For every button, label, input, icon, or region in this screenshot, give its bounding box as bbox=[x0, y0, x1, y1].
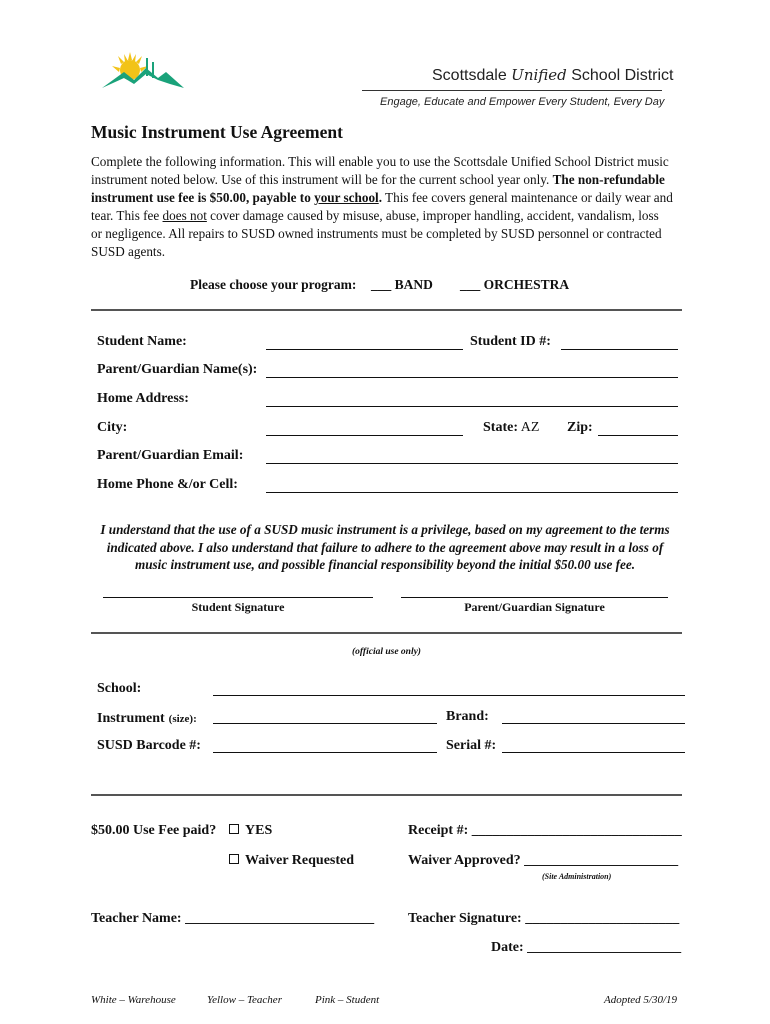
date-field[interactable]: Date: ______________________ bbox=[491, 940, 682, 955]
yes-checkbox[interactable] bbox=[229, 824, 239, 834]
header-rule bbox=[362, 90, 662, 91]
divider-2 bbox=[91, 632, 682, 634]
school-label: School: bbox=[97, 681, 142, 696]
serial-label: Serial #: bbox=[446, 738, 497, 753]
student-signature-label: Student Signature bbox=[191, 600, 285, 614]
zip-field[interactable] bbox=[598, 435, 678, 436]
student-id-label: Student ID #: bbox=[470, 334, 551, 349]
sun-mountain-logo-icon bbox=[100, 44, 190, 94]
parent-signature-label: Parent/Guardian Signature bbox=[464, 600, 605, 614]
student-id-field[interactable] bbox=[561, 349, 678, 350]
student-name-field[interactable] bbox=[266, 349, 463, 350]
home-address-field[interactable] bbox=[266, 406, 678, 407]
student-name-label: Student Name: bbox=[97, 334, 187, 349]
instrument-field[interactable] bbox=[213, 723, 437, 724]
state-group bbox=[483, 420, 539, 436]
instrument-label: Instrument (size): bbox=[97, 711, 197, 726]
footer-adopted-date: Adopted 5/30/19 bbox=[604, 994, 678, 1006]
tagline: Engage, Educate and Empower Every Student, Every Day bbox=[380, 96, 665, 108]
receipt-field[interactable]: Receipt #: ______________________________ bbox=[408, 823, 682, 838]
fee-paid-label: $50.00 Use Fee paid? bbox=[91, 823, 217, 838]
parent-name-field[interactable] bbox=[266, 377, 678, 378]
serial-field[interactable] bbox=[502, 752, 685, 753]
program-option-orchestra[interactable]: ___ ORCHESTRA bbox=[460, 277, 570, 292]
home-phone-field[interactable] bbox=[266, 492, 678, 493]
waiver-requested-option[interactable]: Waiver Requested bbox=[229, 853, 354, 869]
teacher-name-field[interactable]: Teacher Name: ___________________________ bbox=[91, 911, 375, 926]
parent-name-label: Parent/Guardian Name(s): bbox=[97, 362, 258, 377]
city-label: City: bbox=[97, 420, 128, 435]
zip-label: Zip: bbox=[567, 420, 593, 435]
brand-label: Brand: bbox=[446, 709, 489, 724]
brand-field[interactable] bbox=[502, 723, 685, 724]
waiver-checkbox[interactable] bbox=[229, 854, 239, 864]
page-title: Music Instrument Use Agreement bbox=[91, 122, 343, 142]
state-value: AZ bbox=[520, 420, 540, 435]
agreement-statement: I understand that the use of a SUSD music instrument is a privilege, based on my agreement to the terms indicated above. I also understand that failure to adhere to the agreement above may result in a loss of music instrument use, and possible financial responsibility beyond the initial $50.00 use fee. bbox=[100, 522, 670, 572]
student-signature-line[interactable] bbox=[103, 597, 373, 598]
footer-pink-copy: Pink – Student bbox=[315, 994, 380, 1006]
teacher-signature-field[interactable]: Teacher Signature: ______________________ bbox=[408, 911, 680, 926]
footer-yellow-copy: Yellow – Teacher bbox=[207, 994, 282, 1006]
district-logo bbox=[100, 44, 190, 94]
parent-email-field[interactable] bbox=[266, 463, 678, 464]
home-phone-label: Home Phone &/or Cell: bbox=[97, 477, 238, 492]
divider-3 bbox=[91, 794, 682, 796]
waiver-approved-field[interactable]: Waiver Approved? ______________________ bbox=[408, 853, 679, 868]
intro-paragraph: Complete the following information. This will enable you to use the Scottsdale Unified School District music instrument noted below. Use of this instrument will be for the current school year only. The non-refundable instrument use fee is $50.00, payable to your school. This fee covers general maintenance or daily wear and tear. This fee does not cover damage caused by misuse, abuse, improper handling, accident, vandalism, loss or negligence. All repairs to SUSD owned instruments must be completed by SUSD personnel or contracted SUSD agents. bbox=[91, 154, 673, 259]
district-name: Scottsdale Unified School District bbox=[432, 66, 674, 84]
home-address-label: Home Address: bbox=[97, 391, 189, 406]
parent-signature-line[interactable] bbox=[401, 597, 668, 598]
barcode-label: SUSD Barcode #: bbox=[97, 738, 201, 753]
footer-white-copy: White – Warehouse bbox=[91, 994, 176, 1006]
fee-yes-option[interactable]: YES bbox=[229, 823, 272, 839]
parent-email-label: Parent/Guardian Email: bbox=[97, 448, 244, 463]
official-use-note: (official use only) bbox=[352, 647, 421, 657]
program-option-band[interactable]: ___ BAND bbox=[371, 277, 433, 292]
program-prompt: Please choose your program: bbox=[190, 277, 357, 292]
city-field[interactable] bbox=[266, 435, 463, 436]
site-admin-note: (Site Administration) bbox=[542, 872, 612, 881]
school-field[interactable] bbox=[213, 695, 685, 696]
barcode-field[interactable] bbox=[213, 752, 437, 753]
state-label: State: bbox=[483, 420, 518, 435]
divider-1 bbox=[91, 309, 682, 311]
